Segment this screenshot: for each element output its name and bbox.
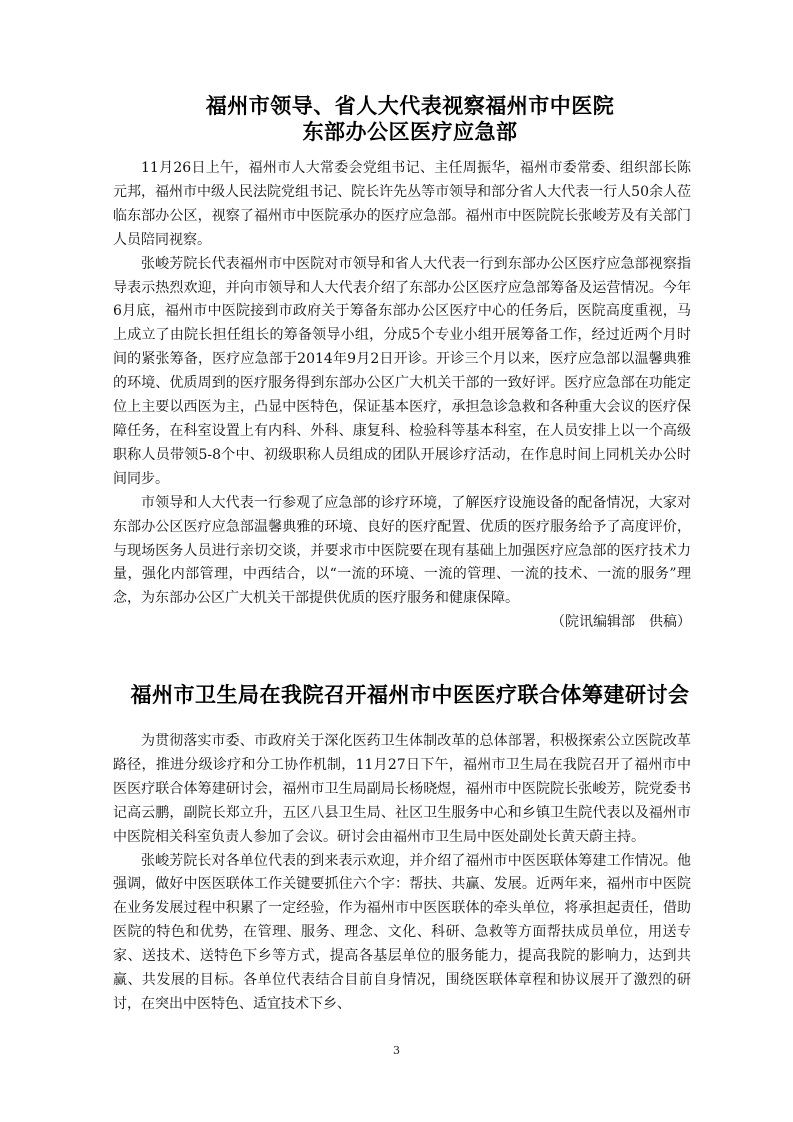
- article1-title: [100, 93, 720, 145]
- article1-body: [113, 157, 691, 635]
- article1-title-line1: 福州市领导、省人大代表视察福州市中医院: [205, 94, 615, 118]
- article1-paragraph-1: 11月26日上午，福州市人大常委会党组书记、主任周振华，福州市委常委、组织部长陈元邦，福州市中级人民法院党组书记、院长许先丛等市领导和部分省人大代表一行人50余人莅临东部办公区，视察了福州市中医院承办的医疗应急部。福州市中医院院长张峻芳及有关部门人员陪同视察。: [113, 160, 691, 248]
- article1-paragraph-3: 市领导和人大代表一行参观了应急部的诊疗环境，了解医疗设施设备的配备情况，大家对东部办公区医疗应急部温馨典雅的环境、良好的医疗配置、优质的医疗服务给予了高度评价，与现场医务人员进行亲切交谈，并要求市中医院要在现有基础上加强医疗应急部的医疗技术力量，强化内部管理，中西结合，以“一流的环境、一流的管理、一流的技术、一流的服务”理念，为东部办公区广大机关干部提供优质的医疗服务和健康保障。: [113, 494, 691, 607]
- article2-paragraph-1: 为贯彻落实市委、市政府关于深化医药卫生体制改革的总体部署，积极探索公立医院改革路径，推进分级诊疗和分工协作机制，11月27日下午，福州市卫生局在我院召开了福州市中医医疗联合体筹建研讨会，福州市卫生局副局长杨晓煜，福州市中医院院长张峻芳，院党委书记高云鹏，副院长郑立升，五区八县卫生局、社区卫生服务中心和乡镇卫生院代表以及福州市中医院相关科室负责人参加了会议。研讨会由福州市卫生局中医处副处长黄天蔚主持。: [113, 733, 691, 845]
- page-number: 3: [393, 1044, 400, 1057]
- article2-title: 福州市卫生局在我院召开福州市中医医疗联合体筹建研讨会: [130, 683, 690, 707]
- article1-source: （院讯编辑部 供稿）: [551, 614, 691, 631]
- article1-title-line2: 东部办公区医疗应急部: [302, 120, 518, 144]
- article1-paragraph-2: 张峻芳院长代表福州市中医院对市领导和省人大代表一行到东部办公区医疗应急部视察指导表示热烈欢迎，并向市领导和人大代表介绍了东部办公区医疗应急部筹备及运营情况。今年6月底，福州市中医院接到市政府关于筹备东部办公区医疗中心的任务后，医院高度重视，马上成立了由院长担任组长的筹备领导小组，分成5个专业小组开展筹备工作，经过近两个月时间的紧张筹备，医疗应急部于2014年9月2日开诊。开诊三个月以来，医疗应急部以温馨典雅的环境、优质周到的医疗服务得到东部办公区广大机关干部的一致好评。医疗应急部在功能定位上主要以西医为主，凸显中医特色，保证基本医疗，承担急诊急救和各种重大会议的医疗保障任务，在科室设置上有内科、外科、康复科、检验科等基本科室，在人员安排上以一个高级职称人员带领5-8个中、初级职称人员组成的团队开展诊疗活动，在作息时间上同机关办公时间同步。: [113, 255, 691, 487]
- article2-paragraph-2: 张峻芳院长对各单位代表的到来表示欢迎，并介绍了福州市中医医联体筹建工作情况。他强调，做好中医医联体工作关键要抓住六个字：帮扶、共赢、发展。近两年来，福州市中医院在业务发展过程中积累了一定经验，作为福州市中医医联体的牵头单位，将承担起责任，借助医院的特色和优势，在管理、服务、理念、文化、科研、急救等方面帮扶成员单位，用送专家、送技术、送特色下乡等方式，提高各基层单位的服务能力，提高我院的影响力，达到共赢、共发展的目标。各单位代表结合目前自身情况，围绕医联体章程和协议展开了激烈的研讨，在突出中医特色、适宜技术下乡、: [113, 852, 691, 1012]
- article2-body: [113, 730, 691, 1017]
